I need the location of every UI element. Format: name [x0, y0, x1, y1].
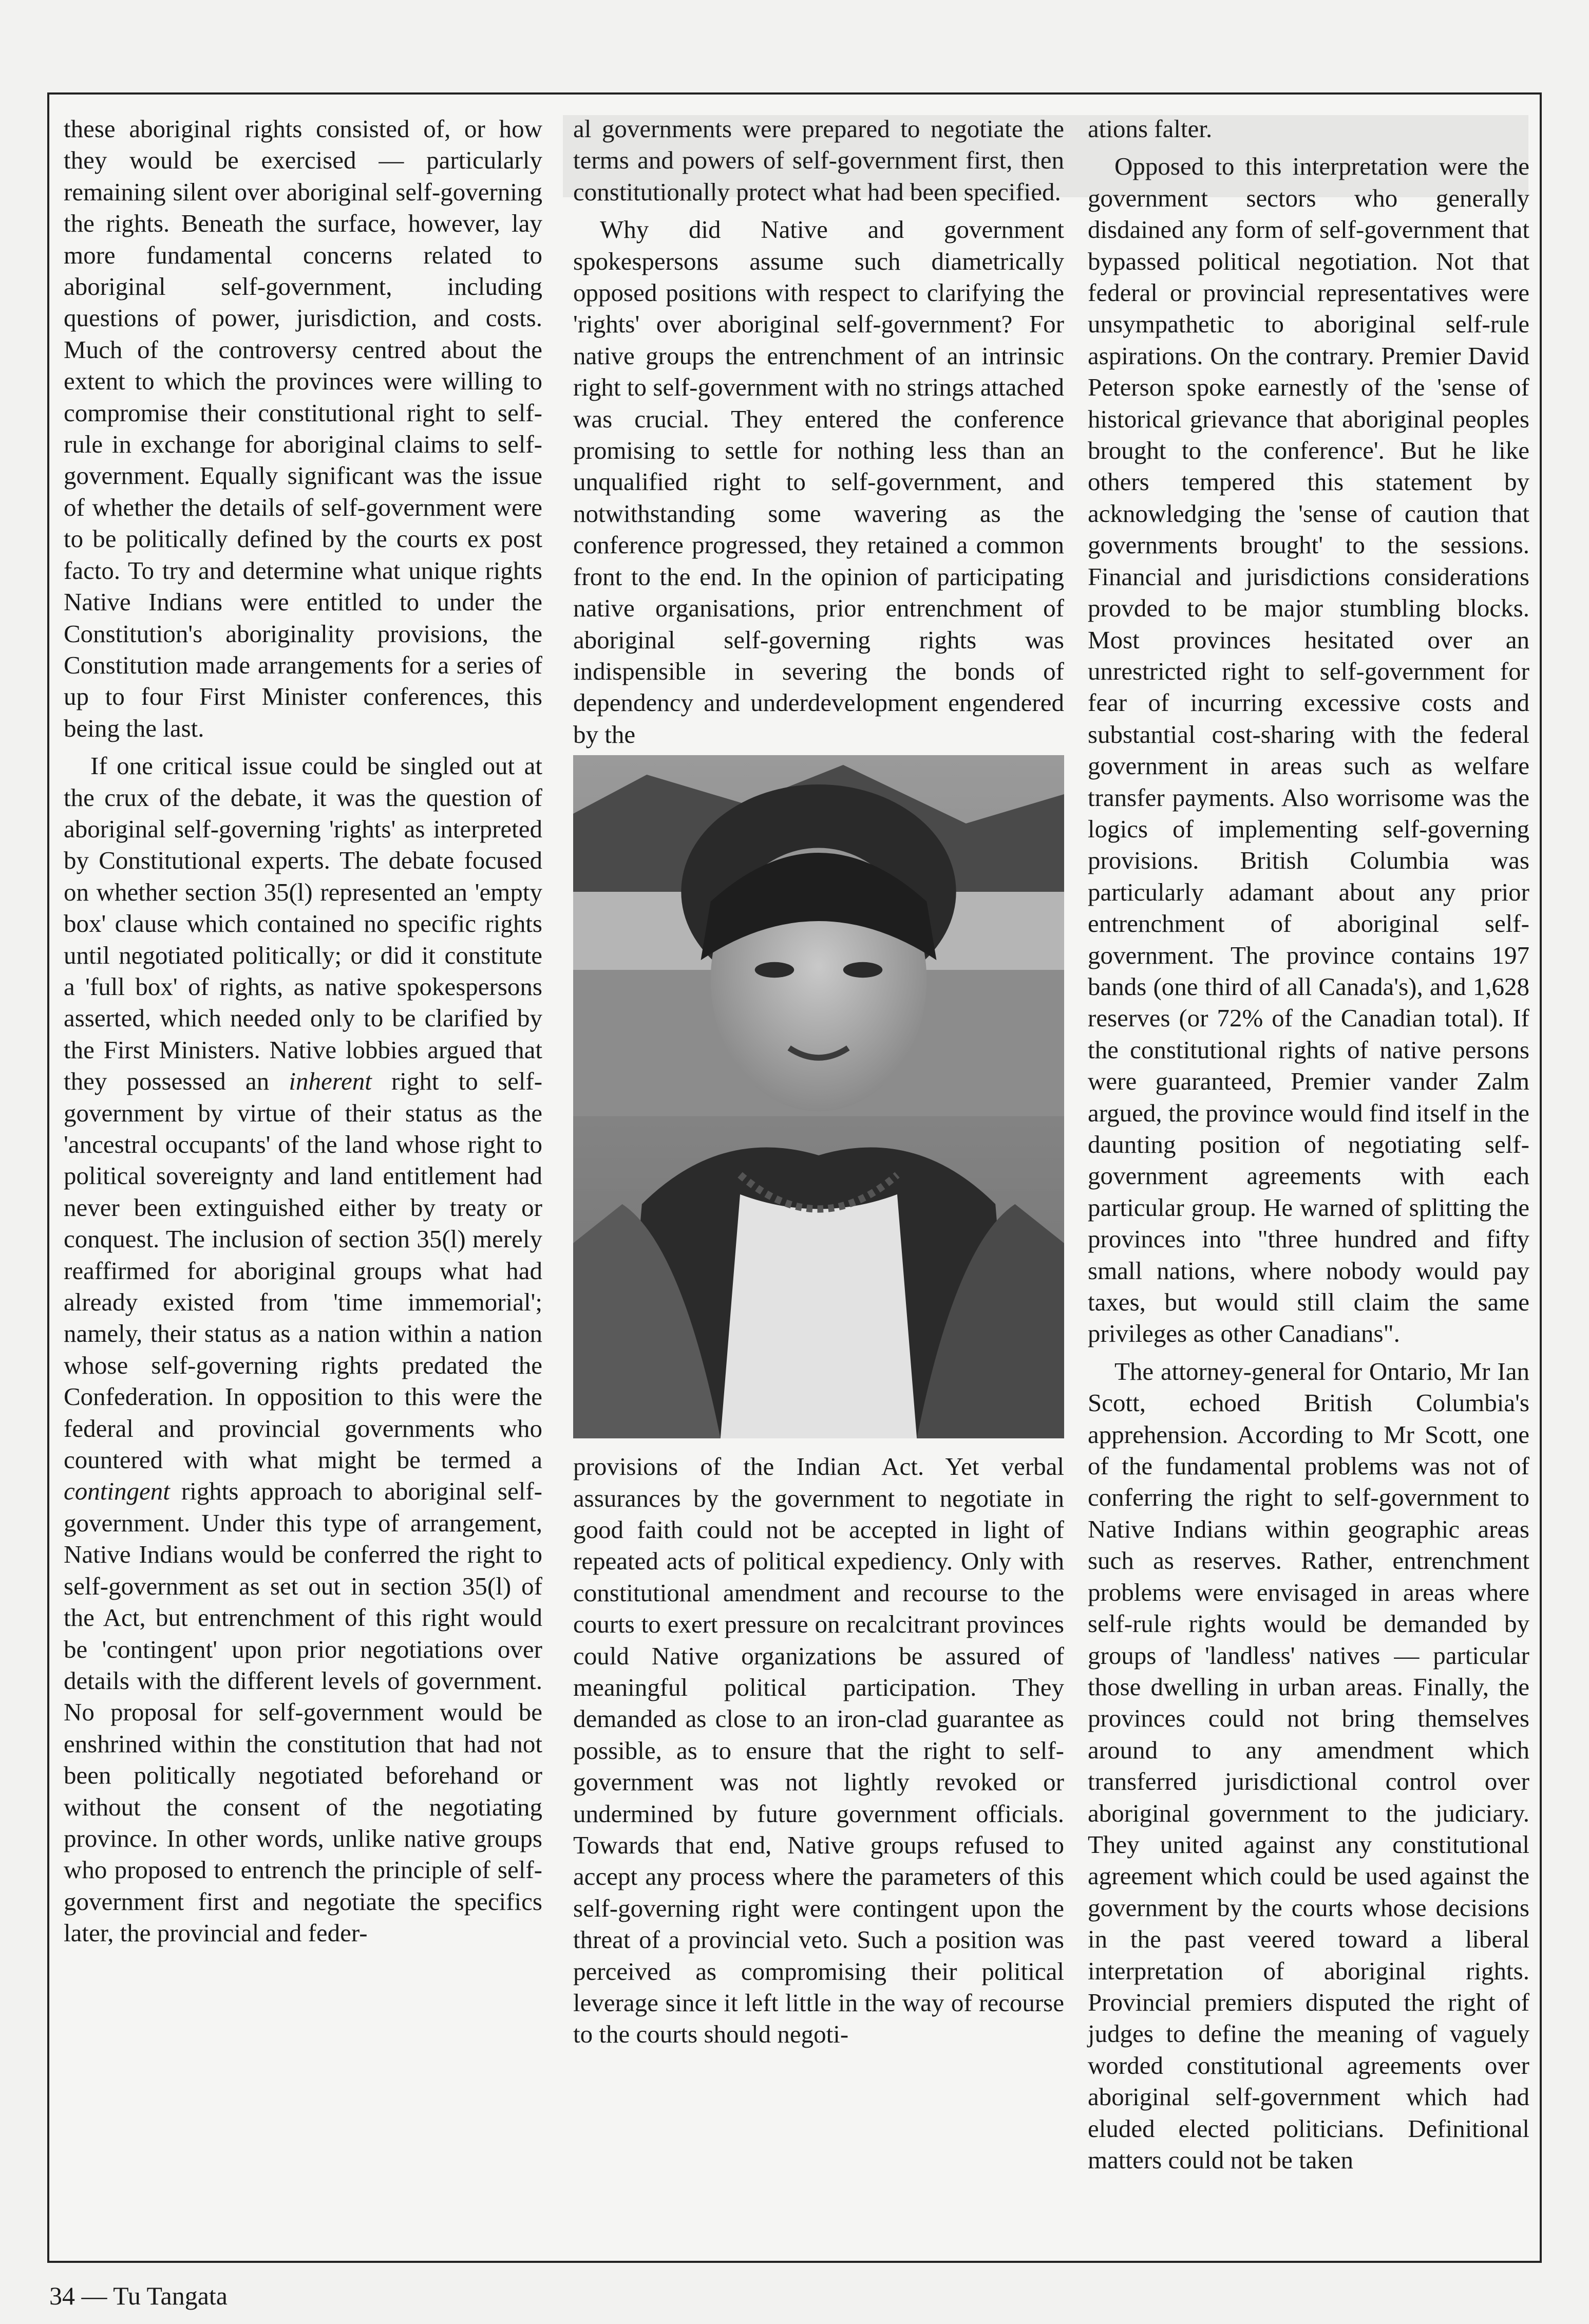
paragraph: Opposed to this interpretation were the government sectors who generally disdained any form of self-government that bypassed political negotiation. Not that federal or provincial representatives were unsympathetic to aboriginal self-rule aspirations. On the contrary. Premier David Peterson spoke earnestly of the 'sense of historical grievance that aboriginal peoples brought to the conference'. But he like others tempered this statement by acknowledging the 'sense of caution that governments brought' to the sessions. Financial and jurisdictions considerations provded to be major stumbling blocks. Most provinces hesitated over an unrestricted right to self-government for fear of incurring excessive costs and substantial cost-sharing with the federal government in areas such as welfare transfer payments. Also worrisome was the logics of implementing self-governing provisions. British Columbia was particularly adamant about any prior entrenchment of aboriginal self-government. The province contains 197 bands (one third of all Canada's), and 1,628 reserves (or 72% of the Canadian total). If the constitutional rights of native persons were guaranteed, Premier vander Zalm argued, the province would find itself in the daunting position of negotiating self-government agreements with each particular group. He warned of splitting the provinces into "three hundred and fifty small nations, where nobody would pay taxes, but would still claim the same privileges as other Canadians". — [1088, 152, 1529, 1348]
paragraph-text: these aboriginal rights consisted of, or how they would be exercised — particularly remaining silent over aboriginal self-governing the rights. Beneath the surface, however, lay more fundamental concerns related to aboriginal self-government, including questions of power, jurisdiction, and costs. Much of the controversy centred about the extent to which the provinces were willing to compromise their constitutional right to self-rule in exchange for aboriginal claims to self-government. Equally significant was the issue of whether the details of self-government were to be politically defined by the courts ex post facto. To try and determine what unique rights Native Indians were entitled to under the Constitution's aboriginality provisions, the Constitution made arrangements for a series of up to four First Minister conferences, this being the last. — [64, 115, 542, 742]
page-folio: 34 — Tu Tangata — [49, 2281, 228, 2310]
paragraph: provisions of the Indian Act. Yet verbal assurances by the government to negotiate in good faith could not be accepted in light of repeated acts of political expediency. Only with constitutional amendment and recourse to the courts to exert pressure on recalcitrant provinces could Native organizations be assured of meaningful political participation. They demanded as close to an iron-clad guarantee as possible, as to ensure that the right to self-government was not lightly revoked or undermined by future government officials. Towards that end, Native groups refused to accept any process where the parameters of this self-governing right were contingent upon the threat of a provincial veto. Such a position was perceived as compromising their political leverage since it left little in the way of recourse to the courts should negoti- — [573, 1452, 1064, 2049]
text-column-1 — [64, 113, 542, 1949]
paragraph: ations falter. — [1088, 115, 1213, 143]
paragraph-text: right to self-government by virtue of their status as the 'ancestral occupants' of the land whose right to political sovereignty and land entitlement had never been extinguished either by treaty or conquest. The inclusion of section 35(l) merely reaffirmed for aboriginal groups what had already existed from 'time immemorial'; namely, their status as a nation within a nation whose self-governing rights predated the Confederation. In opposition to this were the federal and provincial governments who countered with what might be termed a — [64, 1067, 543, 1474]
text-column-2 — [573, 113, 1064, 2050]
text-column-3 — [1088, 113, 1529, 2176]
paragraph — [64, 113, 542, 744]
article-frame — [47, 92, 1542, 2263]
paragraph-text: rights approach to aboriginal self-government. Under this type of arrangement, Native Indians would be conferred the right to self-government as set out in section 35(l) of the Act, but entrenchment of this right would be 'contingent' upon prior negotiations over details with the different levels of government. No proposal for self-government would be enshrined within the constitution that had not been politically negotiated beforehand or without the consent of the negotiating province. In other words, unlike native groups who proposed to entrench the principle of self-government first and negotiate the specifics later, the provincial and feder- — [64, 1477, 542, 1947]
portrait-illustration — [573, 755, 1064, 1438]
paragraph: al governments were prepared to negotiate the terms and powers of self-government first, then constitutionally protect what had been specified. — [573, 115, 1064, 206]
paragraph — [64, 750, 542, 1948]
paragraph-text: If one critical issue could be singled out at the crux of the debate, it was the question of aboriginal self-governing 'rights' as interpreted by Constitutional experts. The debate focused on whether section 35(l) represented an 'empty box' clause which contained no specific rights until negotiated politically; or did it constitute a 'full box' of rights, as native spokespersons asserted, which needed only to be clarified by the First Ministers. Native lobbies argued that they possessed an — [64, 752, 542, 1096]
paragraph: The attorney-general for Ontario, Mr Ian Scott, echoed British Columbia's apprehension. According to Mr Scott, one of the fundamental problems was not of conferring the right to self-government to Native Indians within geographic areas such as reserves. Rather, entrenchment problems were envisaged in areas where self-rule rights would be demanded by groups of 'landless' natives — particular those dwelling in urban areas. Finally, the provinces could not bring themselves around to any amendment which transferred jurisdictional control over aboriginal government to the judiciary. They united against any constitutional agreement which could be used against the government by the courts whose decisions in the past veered toward a liberal interpretation of aboriginal rights. Provincial premiers disputed the right of judges to define the meaning of vaguely worded constitutional agreements over aboriginal self-government which had eluded elected politicians. Definitional matters could not be taken — [1088, 1357, 1529, 2174]
portrait-photo — [573, 755, 1064, 1438]
emphasis: inherent — [289, 1067, 372, 1096]
emphasis: contingent — [64, 1477, 170, 1506]
paragraph: Why did Native and government spokespersons assume such diametrically opposed positions with respect to clarifying the 'rights' over aboriginal self-government? For native groups the entrenchment of an intrinsic right to self-government with no strings attached was crucial. They entered the conference promising to settle for nothing less than an unqualified right to self-government, and notwithstanding some wavering as the conference progressed, they retained a common front to the end. In the opinion of participating native organisations, prior entrenchment of aboriginal self-governing rights was indispensible in severing the bonds of dependency and underdevelopment engendered by the — [573, 215, 1064, 748]
